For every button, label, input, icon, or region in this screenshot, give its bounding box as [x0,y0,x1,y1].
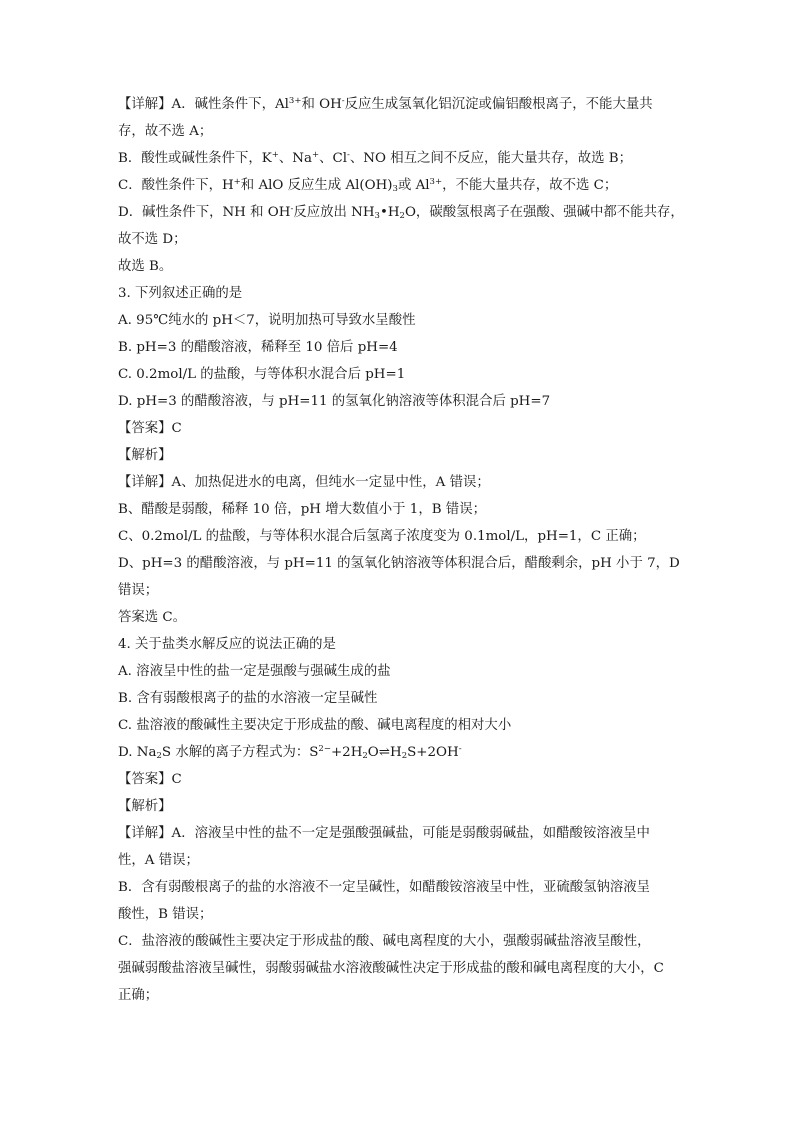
q3-analysis-heading: 【解析】 [118,448,172,463]
q2-detail-d-line1: D．碱性条件下，NH 和 OH-反应放出 $NH_3•H_2O$，碳酸氢根离子在强酸、强碱中都不能共存， [118,204,684,221]
q3-answer: 【答案】C [118,421,182,436]
q4-detail-b-line2: 酸性，B 错误； [118,907,213,922]
q4-detail-c-line3: 正确； [118,988,159,1003]
document-page [118,91,698,1009]
q4-detail-c-line2: 强碱弱酸盐溶液呈碱性，弱酸弱碱盐水溶液酸碱性决定于形成盐的酸和碱电离程度的大小，C [118,961,664,976]
q4-detail-c-line1: C．盐溶液的酸碱性主要决定于形成盐的酸、碱电离程度的大小，强酸弱碱盐溶液呈酸性， [118,934,651,949]
q3-option-c: C. 0.2mol/L 的盐酸，与等体积水混合后 pH=1 [118,367,406,382]
q3-detail-d-line1: D、pH=3 的醋酸溶液，与 pH=11 的氢氧化钠溶液等体积混合后，醋酸剩余，pH 小于 7，D [118,556,680,571]
q3-stem: 3. 下列叙述正确的是 [118,286,243,301]
q3-final-answer: 答案选 C。 [118,610,187,625]
q2-detail-a-line1: 【详解】A．碱性条件下，$Al^{3+}$和 OH-反应生成氢氧化铝沉淀或偏铝酸根离子，不能大量共 [118,96,653,112]
q4-answer: 【答案】C [118,772,182,787]
q4-option-a: A. 溶液呈中性的盐一定是强酸与强碱生成的盐 [118,664,391,679]
q3-option-a: A. 95℃纯水的 pH＜7，说明加热可导致水呈酸性 [118,313,416,328]
q4-analysis-heading: 【解析】 [118,799,172,814]
q3-option-b: B. pH=3 的醋酸溶液，稀释至 10 倍后 pH=4 [118,340,398,355]
q4-detail-b-line1: B．含有弱酸根离子的盐的水溶液不一定呈碱性，如醋酸铵溶液呈中性，亚硫酸氢钠溶液呈 [118,880,651,895]
q4-option-b: B. 含有弱酸根离子的盐的水溶液一定呈碱性 [118,691,378,706]
q3-detail-a: 【详解】A、加热促进水的电离，但纯水一定显中性，A 错误； [118,475,490,490]
q2-detail-b: B．酸性或碱性条件下，K+、Na+、Cl-、NO 相互之间不反应，能大量共存，故选 B； [118,150,632,166]
q4-option-c: C. 盐溶液的酸碱性主要决定于形成盐的酸、碱电离程度的相对大小 [118,718,512,733]
q3-detail-c: C、0.2mol/L 的盐酸，与等体积水混合后氢离子浓度变为 0.1mol/L，pH=1，C 正确； [118,529,646,544]
q4-stem: 4. 关于盐类水解反应的说法正确的是 [118,637,336,652]
q3-option-d: D. pH=3 的醋酸溶液，与 pH=11 的氢氧化钠溶液等体积混合后 pH=7 [118,394,551,409]
q2-final-answer: 故选 B。 [118,259,173,274]
q4-detail-a-line2: 性，A 错误； [118,853,199,868]
q4-option-d: D. $Na_2S$ 水解的离子方程式为：$S^{2-}+2H_2O\rightleftharpoons H_2S+2OH^-$ [118,744,462,761]
q2-detail-c: C．酸性条件下，H+和 AlO 反应生成 $Al(OH)_3$或 $Al^{3+}$，不能大量共存，故不选 C； [118,177,618,194]
q3-detail-d-line2: 错误； [118,583,159,598]
q2-detail-d-line2: 故不选 D； [118,232,187,247]
q2-detail-a-line2: 存，故不选 A； [118,124,213,139]
q4-detail-a-line1: 【详解】A．溶液呈中性的盐不一定是强酸强碱盐，可能是弱酸弱碱盐，如醋酸铵溶液呈中 [118,826,650,841]
q3-detail-b: B、醋酸是弱酸，稀释 10 倍，pH 增大数值小于 1，B 错误； [118,502,486,517]
